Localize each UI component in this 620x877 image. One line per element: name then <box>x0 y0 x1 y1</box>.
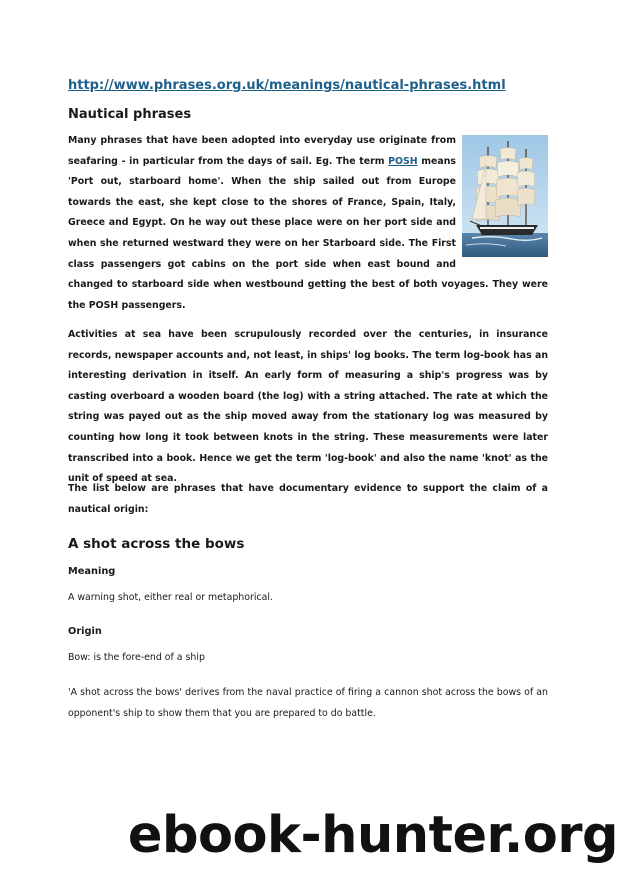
source-url-link[interactable]: http://www.phrases.org.uk/meanings/nautical-phrases.html <box>68 78 506 93</box>
intro-text-part2: means 'Port out, starboard home'. When the ship sailed out from Europe towards the east, she kept close to the shores of France, Spain, Italy, Greece and Egypt. On he way out these place were on her port side and when she returned westward they were on her Starboard side. The First class passengers got cabins on the port side when east bound and changed to starboard side when westbound getting the best of both voyages. They were the POSH passengers. <box>68 155 548 311</box>
logbook-paragraph: Activities at sea have been scrupulously recorded over the centuries, in insurance records, newspaper accounts and, not least, in ships' log books. The term log-book has an interesting derivation in itself. An early form of measuring a ship's progress was by casting overboard a wooden board (the log) with a string attached. The rate at which the string was payed out as the ship moved away from the stationary log was measured by counting how long it took between knots in the string. These measurements were later transcribed into a book. Hence we get the term 'log-book' and also the name 'knot' as the unit of speed at sea. <box>68 329 548 485</box>
origin-bow-definition: Bow: is the fore-end of a ship <box>68 652 205 663</box>
intro-paragraph <box>68 131 548 316</box>
watermark-text: ebook-hunter.org <box>127 806 618 865</box>
origin-heading: Origin <box>68 626 102 637</box>
section-title: Nautical phrases <box>68 107 192 122</box>
meaning-text: A warning shot, either real or metaphorical. <box>68 592 273 603</box>
phrase-title: A shot across the bows <box>68 536 245 552</box>
intro-text-part1: Many phrases that have been adopted into everyday use originate from seafaring - in particular from the days of sail. Eg. The term <box>68 135 456 167</box>
tall-ship-image <box>462 135 548 257</box>
posh-link[interactable]: POSH <box>388 155 418 167</box>
list-intro-paragraph: The list below are phrases that have documentary evidence to support the claim of a nautical origin: <box>68 483 548 515</box>
meaning-heading: Meaning <box>68 566 116 577</box>
origin-paragraph: 'A shot across the bows' derives from the naval practice of firing a cannon shot across the bows of an opponent's ship to show them that you are prepared to do battle. <box>68 687 548 719</box>
